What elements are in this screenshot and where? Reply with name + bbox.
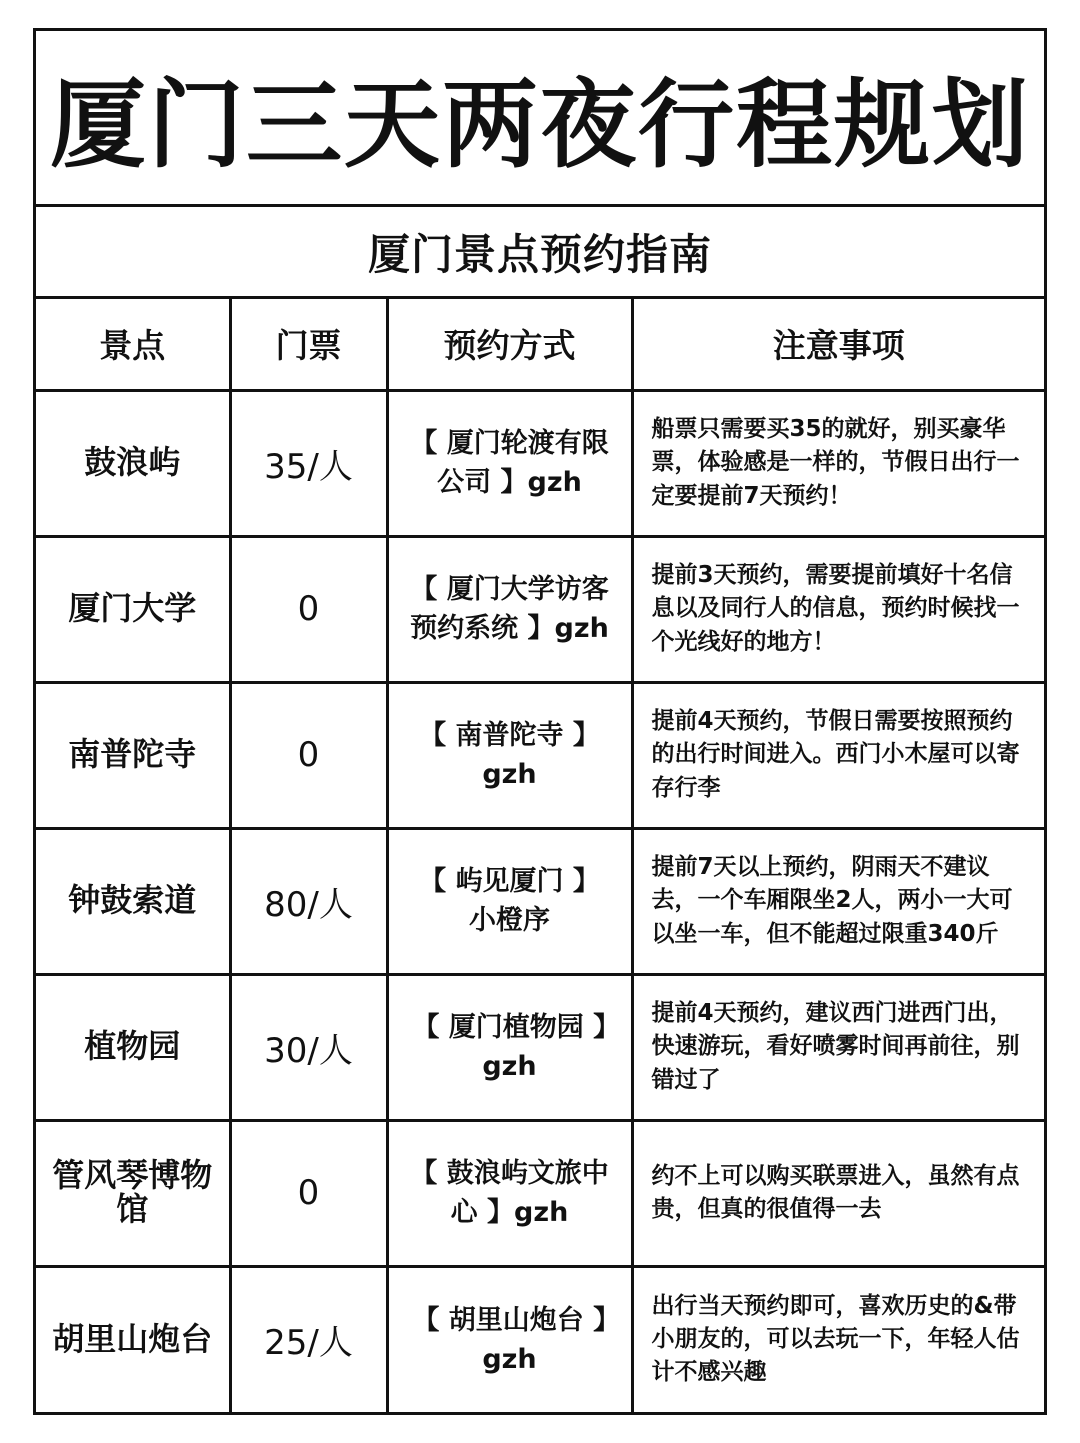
page-subtitle: 厦门景点预约指南 (367, 229, 712, 279)
notes: 船票只需要买35的就好，别买豪华票，体验感是一样的，节假日出行一定要提前7天预约！ (632, 390, 1044, 536)
booking-method: 【 鼓浪屿文旅中心 】gzh (387, 1120, 632, 1266)
ticket-price: 80/人 (230, 828, 387, 974)
spot-name: 厦门大学 (36, 536, 230, 682)
table-row (36, 1120, 1044, 1266)
notes: 出行当天预约即可，喜欢历史的&带小朋友的，可以去玩一下，年轻人估计不感兴趣 (651, 1292, 1020, 1386)
table-row (36, 390, 1044, 536)
booking-method: 【 胡里山炮台 】gzh (387, 1266, 632, 1412)
booking-method: 【 厦门大学访客预约系统 】gzh (387, 536, 632, 682)
spot-name: 鼓浪屿 (36, 390, 230, 536)
ticket-price: 0 (230, 1120, 387, 1266)
booking-method: 【 厦门轮渡有限公司 】gzh (387, 390, 632, 536)
spot-name: 南普陀寺 (36, 682, 230, 828)
table-row (36, 828, 1044, 974)
booking-method: 【 屿见厦门 】小橙序 (387, 828, 632, 974)
notes: 提前3天预约，需要提前填好十名信息以及同行人的信息，预约时候找一个光线好的地方！ (632, 536, 1044, 682)
table-row (36, 682, 1044, 828)
header-spot: 景点 (36, 299, 230, 390)
header-ticket: 门票 (230, 299, 387, 390)
spot-name: 胡里山炮台 (36, 1266, 230, 1412)
table-row (36, 1266, 1044, 1412)
notes: 提前4天预约，节假日需要按照预约的出行时间进入。西门小木屋可以寄存行李 (632, 682, 1044, 828)
spot-name: 管风琴博物馆 (36, 1120, 230, 1266)
booking-method: 【 厦门植物园 】gzh (387, 974, 632, 1120)
ticket-price: 0 (230, 536, 387, 682)
table-row (36, 536, 1044, 682)
header-booking: 预约方式 (387, 299, 632, 390)
table-header-row (36, 299, 1044, 390)
ticket-price: 25/人 (230, 1266, 387, 1412)
notes: 约不上可以购买联票进入，虽然有点贵，但真的很值得一去 (632, 1120, 1044, 1266)
ticket-price: 0 (230, 682, 387, 828)
page-title: 厦门三天两夜行程规划 (50, 69, 1030, 181)
subtitle-box (36, 207, 1044, 299)
header-notes: 注意事项 (632, 299, 1044, 390)
spot-name: 植物园 (36, 974, 230, 1120)
spot-name: 钟鼓索道 (36, 828, 230, 974)
booking-guide-table (36, 299, 1044, 1412)
title-box (36, 31, 1044, 207)
itinerary-sheet (33, 28, 1047, 1415)
notes: 提前7天以上预约，阴雨天不建议去，一个车厢限坐2人，两小一大可以坐一车，但不能超过限重340斤 (632, 828, 1044, 974)
ticket-price: 35/人 (230, 390, 387, 536)
table-row (36, 974, 1044, 1120)
ticket-price: 30/人 (230, 974, 387, 1120)
notes: 提前4天预约，建议西门进西门出，快速游玩，看好喷雾时间再前往，别错过了 (632, 974, 1044, 1120)
booking-method: 【 南普陀寺 】gzh (387, 682, 632, 828)
